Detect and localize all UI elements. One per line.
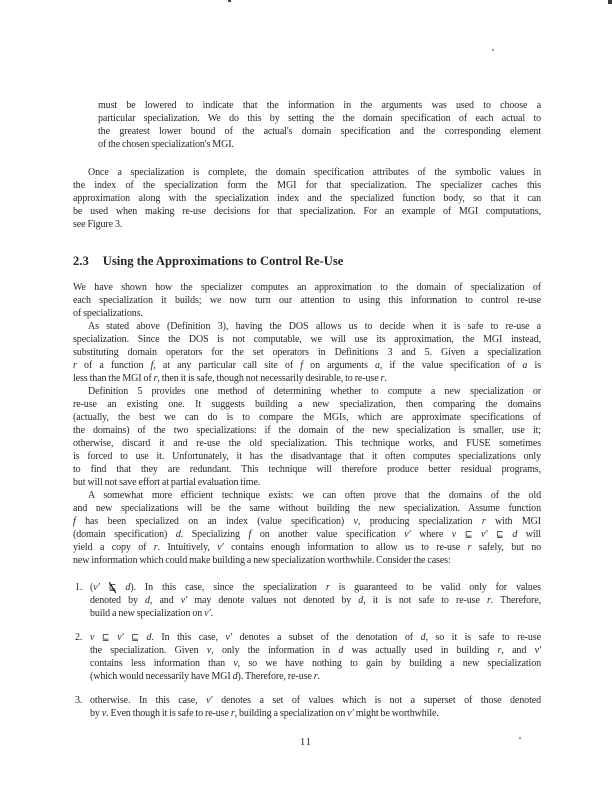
text-line: f has been specialized on an index (value specification) v, producing specialization r with MGI — [73, 516, 541, 527]
text-line: otherwise. In this case, v′ denotes a set of values which is not a superset of those denoted — [90, 695, 541, 706]
math-variable: v — [353, 516, 358, 527]
math-variable: v′ — [93, 582, 100, 593]
scan-speck — [608, 0, 612, 4]
text-line: A somewhat more efficient technique exists: we can often prove that the domains of the old — [88, 490, 541, 501]
math-variable: d — [125, 582, 131, 593]
text-line: (which would necessarily have MGI d). Therefore, re-use r. — [90, 671, 320, 682]
text-line: new information which could make building a new specialization worthwhile. Consider the cases: — [73, 555, 451, 566]
text-line: v ⊑ v′ ⊑ d. In this case, v′ denotes a subset of the denotation of d, so it is safe to re-use — [90, 632, 541, 643]
list-item-text — [90, 694, 541, 720]
math-symbol: ⊑ — [464, 529, 473, 540]
text-line: contains less information than v, so we have nothing to gain by building a new specialization — [90, 658, 541, 669]
math-variable: v′ — [180, 595, 188, 606]
list-marker: 3. — [75, 695, 83, 706]
text-line: We have shown how the specializer computes an approximation to the domain of specialization of — [73, 282, 541, 293]
text-line: to find that they are redundant. This technique will therefore produce better residual programs, — [73, 464, 541, 475]
text-line: substituting domain operators for the set operators in Definitions 3 and 5. Given a specialization — [73, 347, 541, 358]
math-variable: a — [374, 360, 380, 371]
text-line: re-use an existing one. It suggests building a new specialization, then comparing the domains — [73, 399, 541, 410]
section-number: 2.3 — [73, 254, 89, 268]
paragraph — [73, 166, 541, 231]
math-symbol: ⊑ — [131, 632, 139, 643]
text-line: approximation along with the specialization index and the specialized function body, so that it can — [73, 193, 541, 204]
text-line: As stated above (Definition 3), having the DOS allows us to decide when it is safe to re-use a — [88, 321, 541, 332]
math-variable: f — [150, 360, 154, 371]
text-line: by v. Even though it is safe to re-use r, building a specialization on v′ might be worthwhile. — [90, 708, 439, 719]
list-item-text — [90, 631, 541, 683]
math-variable: d — [420, 632, 426, 643]
math-variable: r — [153, 542, 158, 553]
math-variable: d — [338, 645, 344, 656]
text-line: of specializations. — [73, 308, 143, 319]
text-line: of the chosen specialization's MGI. — [98, 139, 234, 150]
scan-speck — [519, 737, 521, 739]
math-variable: d — [232, 671, 238, 682]
math-variable: r — [73, 360, 77, 371]
text-line: and new specializations will be the same without building the new specialization. Assume function — [73, 503, 541, 514]
math-variable: v — [90, 632, 95, 643]
text-line: must be lowered to indicate that the information in the arguments was used to choose a — [98, 100, 541, 111]
math-variable: v′ — [206, 695, 213, 706]
math-variable: d — [146, 632, 152, 643]
math-variable: f — [73, 516, 76, 527]
text-line: denoted by d, and v′ may denote values not denoted by d, it is not safe to re-use r. Therefore, — [90, 595, 542, 606]
text-line: is forced to use it. Unfortunately, it has the disadvantage that it often computes specializations only — [73, 451, 541, 462]
text-line: see Figure 3. — [73, 219, 123, 230]
math-variable: d — [175, 529, 181, 540]
text-line: be used when making re-use decisions for that specialization. For an example of MGI computations, — [73, 206, 541, 217]
list-marker: 1. — [75, 582, 83, 593]
paragraph — [73, 385, 541, 489]
text-line: but will not save effort at partial evaluation time. — [73, 477, 261, 488]
math-symbol: ⊑ — [496, 529, 504, 540]
math-variable: v′ — [204, 608, 211, 619]
text-line: Once a specialization is complete, the domain specification attributes of the symbolic values in — [88, 167, 541, 178]
text-line: (actually, the best we can do is to compare the MGIs, which are approximate specifications of — [73, 412, 541, 423]
math-variable: v′ — [347, 708, 354, 719]
text-line: particular specialization. We do this by setting the the domain specification of each actual to — [98, 113, 541, 124]
math-variable: r — [325, 582, 330, 593]
math-variable: v′ — [534, 645, 542, 656]
text-line: r of a function f, at any particular call site of f on arguments a, if the value specification of a is — [73, 360, 542, 371]
math-variable: r — [481, 516, 486, 527]
math-symbol: ⊑ — [101, 632, 110, 643]
math-variable: v′ — [217, 542, 224, 553]
math-variable: f — [248, 529, 252, 540]
text-line: the specialization. Given v, only the information in d was actually used in building r, and v′ — [90, 645, 542, 656]
section-heading — [73, 253, 541, 269]
list-marker: 2. — [75, 632, 83, 643]
math-variable: v — [206, 645, 212, 656]
math-variable: r — [380, 373, 385, 384]
math-variable: a — [522, 360, 528, 371]
math-variable: r — [486, 595, 491, 606]
text-line: otherwise, discard it and re-use the old specialization. This technique works, and FUSE sometimes — [73, 438, 541, 449]
math-variable: v — [101, 708, 107, 719]
text-line: specialization. Since the DOS is not computable, we will use its approximation, the MGI instead, — [73, 334, 541, 345]
section-title: Using the Approximations to Control Re-Use — [102, 254, 344, 268]
math-variable: v — [451, 529, 457, 540]
math-variable: r — [153, 373, 158, 384]
paragraph — [73, 489, 541, 567]
text-line: Definition 5 provides one method of determining whether to compute a new specialization or — [88, 386, 541, 397]
math-variable: d — [145, 595, 150, 606]
text-column — [73, 99, 541, 720]
math-variable: d — [512, 529, 518, 540]
text-line: yield a copy of r. Intuitively, v′ contains enough information to allow us to re-use r safely, but no — [73, 542, 541, 553]
math-variable: v′ — [117, 632, 124, 643]
text-line: (v′ ⊑ d). In this case, since the specialization r is guaranteed to be valid only for values — [90, 582, 541, 593]
math-variable: v′ — [404, 529, 411, 540]
text-line: less than the MGI of r, then it is safe, though not necessarily desirable, to re-use r. — [73, 373, 387, 384]
text-line: each specialization it builds; we now turn our attention to using this information to control re-use — [73, 295, 541, 306]
list-item — [73, 694, 541, 720]
page-number: 11 — [299, 737, 313, 748]
list-item-text — [90, 581, 541, 620]
math-variable: v′ — [225, 632, 232, 643]
continued-paragraph — [98, 99, 541, 151]
math-variable: v — [233, 658, 238, 669]
list-item — [73, 581, 541, 620]
math-variable: r — [467, 542, 472, 553]
paragraph — [73, 281, 541, 320]
math-variable: d — [358, 595, 364, 606]
math-symbol: ⊑ — [108, 582, 117, 593]
text-line: the greatest lower bound of the actual's domain specification and the corresponding element — [98, 126, 541, 137]
math-variable: r — [230, 708, 235, 719]
scan-speck — [228, 0, 231, 2]
math-variable: f — [300, 360, 303, 371]
scan-speck — [492, 49, 494, 51]
text-line: the index of the specialization form the MGI for that specialization. The specializer caches this — [73, 180, 541, 191]
math-variable: r — [313, 671, 318, 682]
math-variable: r — [497, 645, 502, 656]
text-line: (domain specification) d. Specializing f on another value specification v′ where v ⊑ v′ ⊑ d will — [73, 529, 541, 540]
list-item — [73, 631, 541, 683]
paragraph — [73, 320, 541, 385]
math-variable: v′ — [480, 529, 488, 540]
text-line: the domains) of the two specializations: if the domain of the new specialization is smaller, use it; — [73, 425, 541, 436]
text-line: build a new specialization on v′. — [90, 608, 213, 619]
